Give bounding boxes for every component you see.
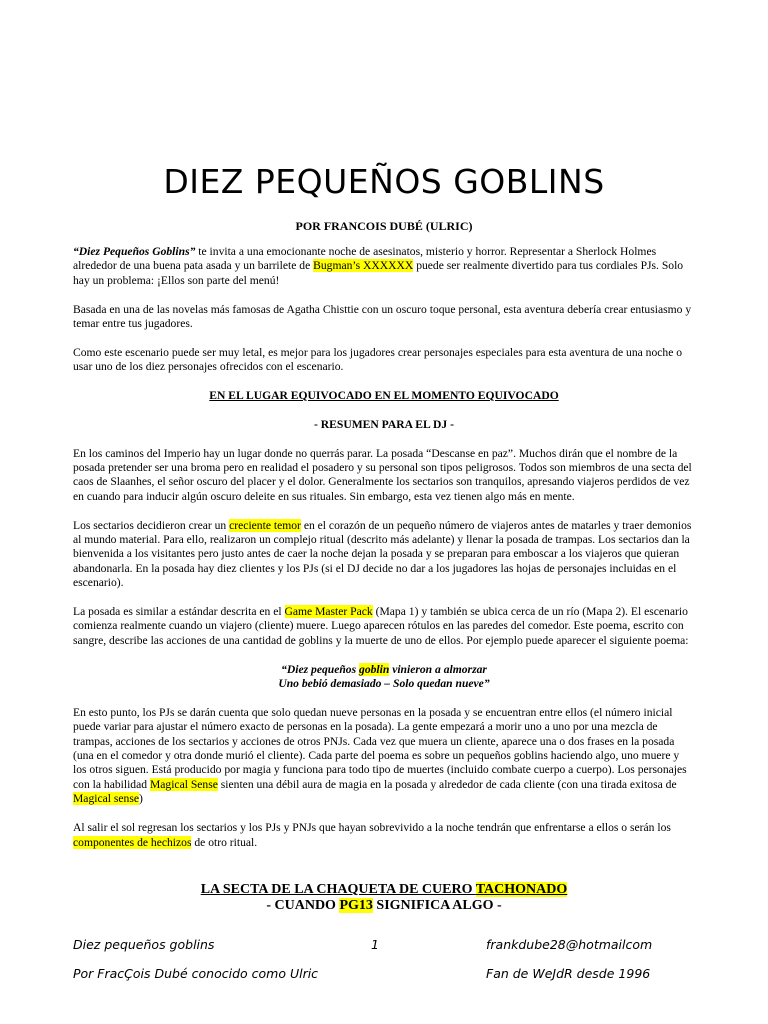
para7-text-1: En esto punto, los PJs se darán cuenta que solo quedan nueve personas en la posada y se encuentran entre ellos (el número inicial puede variar para ajustar el número exacto de personas en la posada). La gente empezará a morir uno a uno por una mezcla de trampas, acciones de los sectarios y acciones de otros PNJs. Cada vez que muera un cliente, aparece una o dos frases en la posada (una en el comedor y otra donde murió el cliente). Cada parte del poema es sobre un pequeños goblins haciendo algo, uno muere y los otros siguen. Está producido por magia y funciona para todo tipo de muertes (incluido combate cuerpo a cuerpo). Los personajes con la habilidad xyxy=(73,705,687,791)
intro-paragraph xyxy=(73,245,695,288)
section-subheading-resumen: - RESUMEN PARA EL DJ - xyxy=(314,417,454,431)
intro-text-1: te invita a una emocionante noche de asesinatos, misterio y horror. Representar a Sherlock Holmes alrededor de una buena pata asada y un barrilete de xyxy=(73,245,657,273)
intro-quote: “Diez Pequeños Goblins” xyxy=(73,245,196,258)
paragraph-sectarios xyxy=(73,519,695,591)
paragraph-agatha: Basada en una de las novelas más famosas de Agatha Chisttie con un oscuro toque personal, esta aventura debería crear entusiasmo y temar entre tus jugadores. xyxy=(73,302,692,331)
highlight-creciente-temor: creciente temor xyxy=(229,518,301,532)
highlight-magical-sense-2: Magical sense xyxy=(73,792,139,806)
document-body xyxy=(73,245,695,864)
poem-line-1-b: vinieron a almorzar xyxy=(389,662,487,676)
document-title: DIEZ PEQUEÑOS GOBLINS xyxy=(163,162,605,201)
poem-line-2: Uno bebió demasiado – Solo quedan nueve” xyxy=(278,677,490,691)
footer-fan-since: Fan de WeJdR desde 1996 xyxy=(486,966,651,981)
para8-text-1: Al salir el sol regresan los sectarios y los PJs y PNJs que hayan sobrevivido a la noche tendrán que enfrentarse a ellos o serán los xyxy=(73,821,671,835)
paragraph-punto xyxy=(73,706,695,807)
highlight-tachonado: TACHONADO xyxy=(475,882,568,897)
pg13-sub-text-2: SIGNIFICA ALGO - xyxy=(372,898,502,913)
para7-text-3: ) xyxy=(139,792,143,806)
secta-heading-text: LA SECTA DE LA CHAQUETA DE CUERO xyxy=(200,882,476,897)
paragraph-caminos: En los caminos del Imperio hay un lugar donde no querrás parar. La posada “Descanse en paz”. Muchos dirán que el nombre de la posada pretender ser una broma pero en realidad el posadero y su personal son tipos peligrosos. Todos son miembros de una secta del caos de Slaanhes, el señor oscuro del placer y el dolor. Generalmente los sectarios son tranquilos, apresando viajeros perdidos de vez en cuando para inducir algún oscuro deleite en sus rituales. Sin embargo, esta vez tienen algo más en mente. xyxy=(73,446,692,503)
poem xyxy=(73,663,695,692)
section-heading-secta xyxy=(0,882,768,914)
para8-text-2: de otro ritual. xyxy=(191,835,258,849)
highlight-game-master-pack: Game Master Pack xyxy=(284,605,373,619)
paragraph-letal: Como este escenario puede ser muy letal, es mejor para los jugadores crear personajes especiales para esta aventura de una noche o usar uno de los diez personajes ofrecidos con el escenario. xyxy=(73,345,683,374)
para6-text-1: La posada es similar a estándar descrita en el xyxy=(73,605,285,619)
highlight-componentes: componentes de hechizos xyxy=(73,835,192,849)
paragraph-sol xyxy=(73,821,695,850)
poem-line-1-a: “Diez pequeños xyxy=(281,662,360,676)
highlight-bugmans: Bugman’s XXXXXX xyxy=(313,259,414,273)
paragraph-posada xyxy=(73,605,695,648)
footer-author: Por FracÇois Dubé conocido como Ulric xyxy=(73,966,319,981)
para5-text-1: Los sectarios decidieron crear un xyxy=(73,518,230,532)
highlight-pg13: PG13 xyxy=(339,898,373,913)
section-heading-lugar: EN EL LUGAR EQUIVOCADO EN EL MOMENTO EQUIVOCADO xyxy=(209,389,559,403)
para7-text-2: sienten una débil aura de magia en la posada y alrededor de cada cliente (con una tirada exitosa de xyxy=(217,777,677,791)
pg13-sub-text-1: - CUANDO xyxy=(266,898,340,913)
footer-email: frankdube28@hotmailcom xyxy=(486,937,653,952)
document-byline: POR FRANCOIS DUBÉ (ULRIC) xyxy=(295,219,473,233)
para5-text-2: en el corazón de un pequeño número de viajeros antes de matarles y traer demonios al mundo material. Para ello, realizaron un complejo ritual (descrito más adelante) y llenar la posada de trampas. Los sectarios dan la bienvenida a los visitantes pero justo antes de caer la noche dejan la posada y se preparan para emboscar a los viajeros que quieran abandonarla. En la posada hay diez clientes y los PJs (si el DJ decide no dar a los jugadores las hojas de personajes incluidas en el escenario). xyxy=(73,518,692,590)
poem-line-1 xyxy=(73,663,695,677)
para6-text-2: (Mapa 1) y también se ubica cerca de un río (Mapa 2). El escenario comienza realmente cuando un viajero (cliente) muere. Luego aparecen rótulos en las paredes del comedor. Este poema, escrito con sangre, describe las acciones de una cantidad de goblins y la muerte de uno de ellos. Por ejemplo puede aparecer el siguiente poema: xyxy=(73,605,689,647)
footer-page-number: 1 xyxy=(371,937,379,952)
highlight-goblin: goblin xyxy=(359,662,390,676)
intro-text-2: puede ser realmente divertido para tus cordiales PJs. Solo hay un problema: ¡Ellos son parte del menú! xyxy=(73,259,684,287)
footer-title: Diez pequeños goblins xyxy=(73,937,215,952)
section-heading-secta-line xyxy=(0,882,768,898)
section-subheading-pg13 xyxy=(0,898,768,914)
highlight-magical-sense: Magical Sense xyxy=(149,777,218,791)
